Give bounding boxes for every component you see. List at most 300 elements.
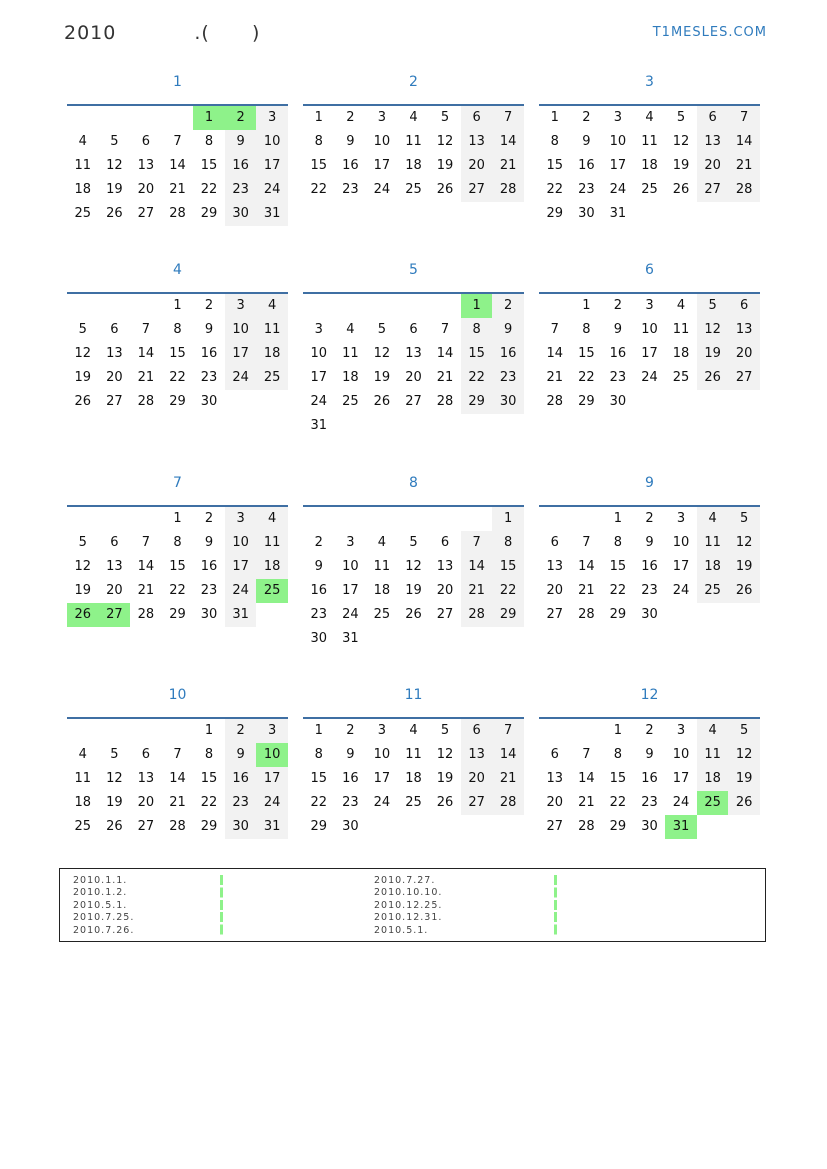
day-cell[interactable]: 14: [137, 559, 155, 574]
day-cell[interactable]: 7: [582, 535, 591, 550]
day-cell[interactable]: 31: [310, 418, 328, 433]
day-cell[interactable]: 9: [613, 322, 623, 337]
day-cell[interactable]: 26: [106, 206, 123, 221]
day-cell[interactable]: 23: [200, 370, 218, 385]
day-cell[interactable]: 15: [609, 771, 627, 786]
day-cell[interactable]: 3: [676, 723, 686, 738]
day-cell[interactable]: 26: [373, 394, 391, 409]
day-cell[interactable]: 5: [440, 110, 450, 125]
day-cell[interactable]: 28: [137, 394, 155, 409]
day-cell[interactable]: 13: [436, 559, 454, 574]
day-cell[interactable]: 28: [578, 819, 595, 834]
weekend-day-cell[interactable]: 10: [225, 318, 257, 342]
day-cell[interactable]: 25: [74, 819, 92, 834]
day-cell[interactable]: 25: [74, 206, 92, 221]
day-cell[interactable]: 9: [645, 747, 654, 762]
weekend-day-cell[interactable]: 24: [225, 579, 257, 603]
day-cell[interactable]: 18: [405, 158, 422, 173]
day-cell[interactable]: 13: [405, 346, 422, 361]
day-cell[interactable]: 18: [641, 158, 658, 173]
day-cell[interactable]: 11: [641, 134, 658, 149]
weekend-day-cell[interactable]: 6: [728, 294, 760, 318]
day-cell[interactable]: 22: [609, 583, 627, 598]
weekend-day-cell[interactable]: 15: [492, 555, 524, 579]
weekend-day-cell[interactable]: 4: [256, 507, 288, 531]
day-cell[interactable]: 29: [609, 607, 627, 622]
weekend-day-cell[interactable]: 21: [461, 579, 493, 603]
weekend-day-cell[interactable]: 27: [461, 791, 493, 815]
day-cell[interactable]: 15: [169, 559, 186, 574]
day-cell[interactable]: 21: [169, 182, 186, 197]
day-cell[interactable]: 14: [578, 559, 595, 574]
weekend-day-cell[interactable]: 19: [697, 342, 729, 366]
weekend-day-cell[interactable]: 14: [492, 743, 524, 767]
weekend-day-cell[interactable]: 16: [225, 154, 257, 178]
day-cell[interactable]: 2: [645, 511, 654, 526]
day-cell[interactable]: 30: [578, 206, 595, 221]
weekend-day-cell[interactable]: 27: [461, 178, 493, 202]
day-cell[interactable]: 4: [377, 535, 387, 550]
day-cell[interactable]: 24: [672, 795, 690, 810]
day-cell[interactable]: 2: [582, 110, 591, 125]
day-cell[interactable]: 30: [200, 394, 218, 409]
day-cell[interactable]: 3: [676, 511, 686, 526]
holiday-day-cell[interactable]: 1: [461, 294, 493, 318]
day-cell[interactable]: 26: [436, 182, 454, 197]
day-cell[interactable]: 16: [641, 559, 658, 574]
weekend-day-cell[interactable]: 8: [492, 531, 524, 555]
day-cell[interactable]: 26: [672, 182, 690, 197]
day-cell[interactable]: 22: [200, 182, 218, 197]
day-cell[interactable]: 14: [578, 771, 595, 786]
day-cell[interactable]: 19: [672, 158, 690, 173]
day-cell[interactable]: 31: [609, 206, 627, 221]
day-cell[interactable]: 29: [546, 206, 564, 221]
day-cell[interactable]: 30: [200, 607, 218, 622]
weekend-day-cell[interactable]: 22: [461, 366, 493, 390]
day-cell[interactable]: 27: [106, 394, 123, 409]
day-cell[interactable]: 29: [169, 607, 186, 622]
day-cell[interactable]: 18: [342, 370, 359, 385]
day-cell[interactable]: 17: [672, 771, 690, 786]
day-cell[interactable]: 8: [550, 134, 559, 149]
day-cell[interactable]: 22: [546, 182, 564, 197]
day-cell[interactable]: 1: [173, 298, 182, 313]
day-cell[interactable]: 15: [200, 158, 218, 173]
day-cell[interactable]: 5: [409, 535, 418, 550]
day-cell[interactable]: 10: [310, 346, 328, 361]
day-cell[interactable]: 21: [169, 795, 186, 810]
day-cell[interactable]: 13: [546, 771, 564, 786]
day-cell[interactable]: 5: [377, 322, 387, 337]
day-cell[interactable]: 14: [137, 346, 155, 361]
day-cell[interactable]: 3: [377, 723, 387, 738]
day-cell[interactable]: 8: [314, 747, 323, 762]
weekend-day-cell[interactable]: 14: [461, 555, 493, 579]
day-cell[interactable]: 7: [550, 322, 559, 337]
weekend-day-cell[interactable]: 31: [256, 815, 288, 839]
day-cell[interactable]: 26: [106, 819, 123, 834]
weekend-day-cell[interactable]: 3: [256, 719, 288, 743]
day-cell[interactable]: 23: [609, 370, 627, 385]
day-cell[interactable]: 24: [609, 182, 627, 197]
weekend-day-cell[interactable]: 7: [492, 719, 524, 743]
day-cell[interactable]: 19: [74, 583, 92, 598]
weekend-day-cell[interactable]: 31: [225, 603, 257, 627]
day-cell[interactable]: 4: [346, 322, 355, 337]
weekend-day-cell[interactable]: 18: [256, 342, 288, 366]
day-cell[interactable]: 12: [106, 158, 123, 173]
weekend-day-cell[interactable]: 13: [461, 130, 493, 154]
day-cell[interactable]: 29: [609, 819, 627, 834]
day-cell[interactable]: 28: [578, 607, 595, 622]
weekend-day-cell[interactable]: 20: [461, 767, 493, 791]
day-cell[interactable]: 22: [169, 583, 186, 598]
day-cell[interactable]: 30: [641, 607, 658, 622]
weekend-day-cell[interactable]: 13: [728, 318, 760, 342]
day-cell[interactable]: 2: [204, 298, 214, 313]
day-cell[interactable]: 6: [550, 747, 559, 762]
day-cell[interactable]: 15: [546, 158, 564, 173]
weekend-day-cell[interactable]: 9: [225, 743, 257, 767]
day-cell[interactable]: 29: [200, 819, 218, 834]
day-cell[interactable]: 20: [106, 370, 123, 385]
weekend-day-cell[interactable]: 18: [697, 767, 729, 791]
weekend-day-cell[interactable]: 3: [256, 106, 288, 130]
weekend-day-cell[interactable]: 5: [728, 507, 760, 531]
day-cell[interactable]: 7: [582, 747, 591, 762]
day-cell[interactable]: 21: [578, 583, 595, 598]
day-cell[interactable]: 27: [137, 819, 155, 834]
day-cell[interactable]: 14: [436, 346, 454, 361]
holiday-day-cell[interactable]: 2: [225, 106, 257, 130]
weekend-day-cell[interactable]: 1: [492, 507, 524, 531]
day-cell[interactable]: 22: [200, 795, 218, 810]
day-cell[interactable]: 21: [137, 370, 155, 385]
day-cell[interactable]: 17: [373, 158, 391, 173]
weekend-day-cell[interactable]: 30: [492, 390, 524, 414]
weekend-day-cell[interactable]: 25: [256, 366, 288, 390]
day-cell[interactable]: 9: [204, 535, 214, 550]
weekend-day-cell[interactable]: 15: [461, 342, 493, 366]
weekend-day-cell[interactable]: 30: [225, 202, 257, 226]
weekend-day-cell[interactable]: 19: [728, 767, 760, 791]
weekend-day-cell[interactable]: 30: [225, 815, 257, 839]
day-cell[interactable]: 5: [110, 747, 119, 762]
day-cell[interactable]: 16: [200, 346, 218, 361]
day-cell[interactable]: 27: [546, 819, 564, 834]
day-cell[interactable]: 8: [173, 322, 182, 337]
weekend-day-cell[interactable]: 2: [492, 294, 524, 318]
day-cell[interactable]: 21: [137, 583, 155, 598]
day-cell[interactable]: 16: [578, 158, 595, 173]
day-cell[interactable]: 3: [346, 535, 355, 550]
weekend-day-cell[interactable]: 10: [256, 130, 288, 154]
day-cell[interactable]: 27: [405, 394, 422, 409]
day-cell[interactable]: 8: [173, 535, 182, 550]
day-cell[interactable]: 1: [582, 298, 591, 313]
day-cell[interactable]: 10: [672, 747, 690, 762]
day-cell[interactable]: 12: [74, 559, 92, 574]
weekend-day-cell[interactable]: 6: [461, 106, 493, 130]
weekend-day-cell[interactable]: 27: [728, 366, 760, 390]
day-cell[interactable]: 20: [137, 182, 155, 197]
day-cell[interactable]: 6: [440, 535, 450, 550]
day-cell[interactable]: 15: [310, 158, 328, 173]
holiday-day-cell[interactable]: 31: [665, 815, 697, 839]
day-cell[interactable]: 3: [314, 322, 323, 337]
day-cell[interactable]: 3: [377, 110, 387, 125]
day-cell[interactable]: 14: [169, 771, 186, 786]
day-cell[interactable]: 4: [645, 110, 654, 125]
weekend-day-cell[interactable]: 7: [461, 531, 493, 555]
weekend-day-cell[interactable]: 22: [492, 579, 524, 603]
holiday-day-cell[interactable]: 10: [256, 743, 288, 767]
day-cell[interactable]: 16: [200, 559, 218, 574]
weekend-day-cell[interactable]: 23: [225, 178, 257, 202]
weekend-day-cell[interactable]: 12: [697, 318, 729, 342]
day-cell[interactable]: 28: [546, 394, 564, 409]
weekend-day-cell[interactable]: 19: [728, 555, 760, 579]
weekend-day-cell[interactable]: 11: [256, 318, 288, 342]
day-cell[interactable]: 21: [436, 370, 454, 385]
day-cell[interactable]: 19: [74, 370, 92, 385]
day-cell[interactable]: 11: [74, 158, 92, 173]
day-cell[interactable]: 17: [373, 771, 391, 786]
weekend-day-cell[interactable]: 20: [461, 154, 493, 178]
weekend-day-cell[interactable]: 24: [225, 366, 257, 390]
day-cell[interactable]: 23: [641, 795, 658, 810]
day-cell[interactable]: 9: [346, 747, 355, 762]
weekend-day-cell[interactable]: 9: [492, 318, 524, 342]
day-cell[interactable]: 27: [137, 206, 155, 221]
day-cell[interactable]: 28: [169, 819, 186, 834]
day-cell[interactable]: 4: [78, 134, 87, 149]
weekend-day-cell[interactable]: 31: [256, 202, 288, 226]
day-cell[interactable]: 1: [314, 110, 323, 125]
day-cell[interactable]: 10: [342, 559, 359, 574]
day-cell[interactable]: 4: [409, 723, 418, 738]
day-cell[interactable]: 14: [546, 346, 564, 361]
day-cell[interactable]: 13: [137, 771, 155, 786]
day-cell[interactable]: 22: [310, 182, 328, 197]
day-cell[interactable]: 22: [578, 370, 595, 385]
day-cell[interactable]: 25: [342, 394, 359, 409]
holiday-day-cell[interactable]: 25: [256, 579, 288, 603]
day-cell[interactable]: 1: [613, 723, 623, 738]
day-cell[interactable]: 18: [405, 771, 422, 786]
day-cell[interactable]: 15: [200, 771, 218, 786]
weekend-day-cell[interactable]: 11: [697, 743, 729, 767]
day-cell[interactable]: 24: [342, 607, 359, 622]
day-cell[interactable]: 9: [314, 559, 323, 574]
day-cell[interactable]: 28: [137, 607, 155, 622]
day-cell[interactable]: 5: [110, 134, 119, 149]
day-cell[interactable]: 11: [373, 559, 391, 574]
weekend-day-cell[interactable]: 10: [225, 531, 257, 555]
day-cell[interactable]: 1: [314, 723, 323, 738]
day-cell[interactable]: 30: [310, 631, 328, 646]
day-cell[interactable]: 1: [613, 511, 623, 526]
day-cell[interactable]: 11: [672, 322, 690, 337]
day-cell[interactable]: 18: [373, 583, 391, 598]
day-cell[interactable]: 26: [74, 394, 92, 409]
weekend-day-cell[interactable]: 16: [492, 342, 524, 366]
weekend-day-cell[interactable]: 3: [225, 294, 257, 318]
day-cell[interactable]: 10: [641, 322, 658, 337]
day-cell[interactable]: 14: [169, 158, 186, 173]
weekend-day-cell[interactable]: 17: [256, 154, 288, 178]
day-cell[interactable]: 13: [546, 559, 564, 574]
day-cell[interactable]: 23: [342, 795, 359, 810]
day-cell[interactable]: 18: [74, 182, 92, 197]
weekend-day-cell[interactable]: 4: [697, 507, 729, 531]
day-cell[interactable]: 17: [609, 158, 627, 173]
weekend-day-cell[interactable]: 2: [225, 719, 257, 743]
weekend-day-cell[interactable]: 18: [697, 555, 729, 579]
day-cell[interactable]: 21: [578, 795, 595, 810]
day-cell[interactable]: 23: [641, 583, 658, 598]
day-cell[interactable]: 10: [373, 747, 391, 762]
day-cell[interactable]: 25: [672, 370, 690, 385]
weekend-day-cell[interactable]: 28: [728, 178, 760, 202]
day-cell[interactable]: 30: [641, 819, 658, 834]
day-cell[interactable]: 7: [173, 747, 182, 762]
day-cell[interactable]: 6: [110, 535, 119, 550]
day-cell[interactable]: 24: [373, 795, 391, 810]
day-cell[interactable]: 31: [342, 631, 359, 646]
day-cell[interactable]: 29: [310, 819, 328, 834]
weekend-day-cell[interactable]: 7: [728, 106, 760, 130]
weekend-day-cell[interactable]: 24: [256, 791, 288, 815]
weekend-day-cell[interactable]: 8: [461, 318, 493, 342]
day-cell[interactable]: 21: [546, 370, 564, 385]
day-cell[interactable]: 20: [137, 795, 155, 810]
weekend-day-cell[interactable]: 23: [225, 791, 257, 815]
day-cell[interactable]: 2: [645, 723, 654, 738]
day-cell[interactable]: 16: [310, 583, 328, 598]
day-cell[interactable]: 25: [405, 795, 422, 810]
weekend-day-cell[interactable]: 13: [697, 130, 729, 154]
day-cell[interactable]: 9: [204, 322, 214, 337]
day-cell[interactable]: 17: [641, 346, 658, 361]
day-cell[interactable]: 22: [169, 370, 186, 385]
day-cell[interactable]: 25: [641, 182, 658, 197]
day-cell[interactable]: 17: [310, 370, 328, 385]
day-cell[interactable]: 2: [346, 110, 355, 125]
holiday-day-cell[interactable]: 25: [697, 791, 729, 815]
day-cell[interactable]: 8: [613, 535, 623, 550]
weekend-day-cell[interactable]: 14: [492, 130, 524, 154]
day-cell[interactable]: 7: [141, 322, 151, 337]
day-cell[interactable]: 16: [641, 771, 658, 786]
day-cell[interactable]: 10: [672, 535, 690, 550]
day-cell[interactable]: 15: [578, 346, 595, 361]
day-cell[interactable]: 1: [550, 110, 559, 125]
day-cell[interactable]: 12: [106, 771, 123, 786]
day-cell[interactable]: 12: [405, 559, 422, 574]
weekend-day-cell[interactable]: 29: [492, 603, 524, 627]
holiday-day-cell[interactable]: 26: [67, 603, 99, 627]
weekend-day-cell[interactable]: 27: [697, 178, 729, 202]
day-cell[interactable]: 12: [672, 134, 690, 149]
day-cell[interactable]: 5: [78, 322, 87, 337]
day-cell[interactable]: 7: [141, 535, 151, 550]
weekend-day-cell[interactable]: 11: [697, 531, 729, 555]
weekend-day-cell[interactable]: 26: [728, 579, 760, 603]
weekend-day-cell[interactable]: 25: [697, 579, 729, 603]
day-cell[interactable]: 23: [578, 182, 595, 197]
day-cell[interactable]: 15: [169, 346, 186, 361]
day-cell[interactable]: 7: [440, 322, 450, 337]
day-cell[interactable]: 24: [310, 394, 328, 409]
weekend-day-cell[interactable]: 17: [256, 767, 288, 791]
weekend-day-cell[interactable]: 6: [461, 719, 493, 743]
day-cell[interactable]: 2: [204, 511, 214, 526]
weekend-day-cell[interactable]: 14: [728, 130, 760, 154]
holiday-day-cell[interactable]: 27: [99, 603, 131, 627]
day-cell[interactable]: 12: [373, 346, 391, 361]
day-cell[interactable]: 8: [613, 747, 623, 762]
day-cell[interactable]: 4: [409, 110, 418, 125]
day-cell[interactable]: 25: [405, 182, 422, 197]
day-cell[interactable]: 19: [436, 158, 454, 173]
day-cell[interactable]: 5: [78, 535, 87, 550]
day-cell[interactable]: 29: [169, 394, 186, 409]
day-cell[interactable]: 23: [310, 607, 328, 622]
day-cell[interactable]: 8: [204, 134, 214, 149]
day-cell[interactable]: 18: [74, 795, 92, 810]
day-cell[interactable]: 30: [342, 819, 359, 834]
weekend-day-cell[interactable]: 17: [225, 342, 257, 366]
weekend-day-cell[interactable]: 28: [492, 791, 524, 815]
day-cell[interactable]: 27: [546, 607, 564, 622]
day-cell[interactable]: 17: [672, 559, 690, 574]
day-cell[interactable]: 19: [106, 182, 123, 197]
weekend-day-cell[interactable]: 6: [697, 106, 729, 130]
day-cell[interactable]: 1: [204, 723, 214, 738]
day-cell[interactable]: 19: [106, 795, 123, 810]
day-cell[interactable]: 28: [436, 394, 454, 409]
weekend-day-cell[interactable]: 18: [256, 555, 288, 579]
day-cell[interactable]: 13: [106, 346, 123, 361]
weekend-day-cell[interactable]: 13: [461, 743, 493, 767]
day-cell[interactable]: 11: [405, 747, 422, 762]
day-cell[interactable]: 16: [342, 158, 359, 173]
weekend-day-cell[interactable]: 21: [492, 154, 524, 178]
day-cell[interactable]: 4: [676, 298, 686, 313]
weekend-day-cell[interactable]: 3: [225, 507, 257, 531]
day-cell[interactable]: 29: [200, 206, 218, 221]
day-cell[interactable]: 16: [609, 346, 627, 361]
day-cell[interactable]: 18: [672, 346, 690, 361]
day-cell[interactable]: 5: [676, 110, 686, 125]
day-cell[interactable]: 1: [173, 511, 182, 526]
day-cell[interactable]: 24: [373, 182, 391, 197]
day-cell[interactable]: 29: [578, 394, 595, 409]
day-cell[interactable]: 7: [173, 134, 182, 149]
day-cell[interactable]: 19: [405, 583, 422, 598]
weekend-day-cell[interactable]: 21: [492, 767, 524, 791]
weekend-day-cell[interactable]: 5: [697, 294, 729, 318]
day-cell[interactable]: 8: [314, 134, 323, 149]
brand-logo[interactable]: T1MESLES.COM: [652, 25, 767, 40]
weekend-day-cell[interactable]: 9: [225, 130, 257, 154]
weekend-day-cell[interactable]: 12: [728, 743, 760, 767]
day-cell[interactable]: 3: [645, 298, 654, 313]
day-cell[interactable]: 27: [436, 607, 454, 622]
day-cell[interactable]: 20: [546, 583, 564, 598]
